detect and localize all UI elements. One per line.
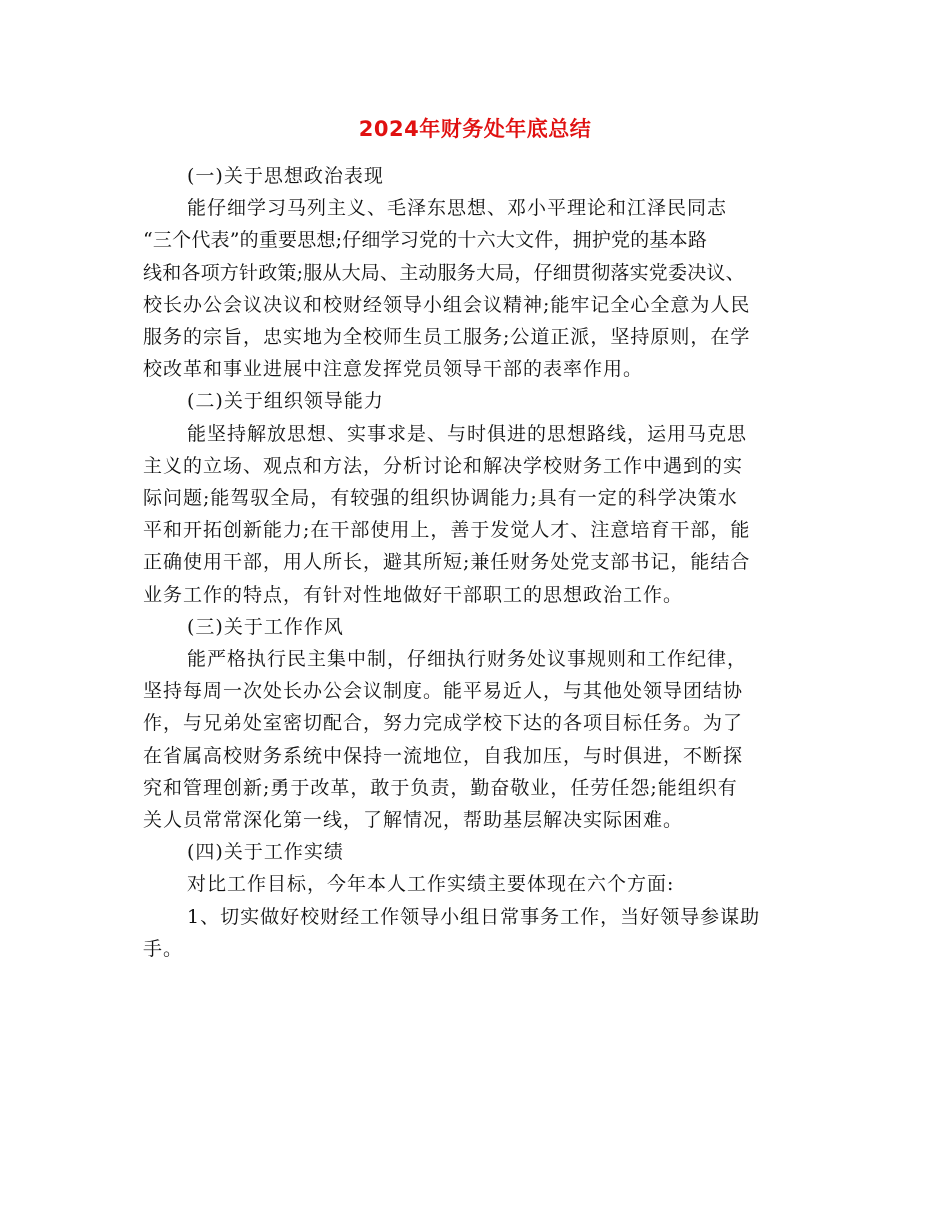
paragraph-line: 能仔细学习马列主义、毛泽东思想、邓小平理论和江泽民同志 — [187, 197, 728, 220]
document-title: 2024年财务处年底总结 — [358, 117, 592, 141]
paragraph-line: 主义的立场、观点和方法，分析讨论和解决学校财务工作中遇到的实 — [143, 454, 744, 477]
paragraph-line: 能严格执行民主集中制，仔细执行财务处议事规则和工作纪律， — [187, 648, 748, 671]
paragraph-line: 手。 — [143, 937, 184, 960]
paragraph-line: 正确使用干部，用人所长，避其所短;兼任财务处党支部书记，能结合 — [143, 551, 751, 574]
paragraph-line: 在省属高校财务系统中保持一流地位，自我加压，与时俱进，不断探 — [143, 744, 744, 767]
paragraph-line: 平和开拓创新能力;在干部使用上，善于发觉人才、注意培育干部，能 — [143, 519, 751, 542]
paragraph-line: 际问题;能驾驭全局，有较强的组织协调能力;具有一定的科学决策水 — [143, 487, 738, 510]
paragraph-line: 校改革和事业进展中注意发挥党员领导干部的表率作用。 — [143, 358, 644, 381]
paragraph-line: 线和各项方针政策;服从大局、主动服务大局，仔细贯彻落实党委决议、 — [143, 261, 745, 284]
paragraph-line: 校长办公会议决议和校财经领导小组会议精神;能牢记全心全意为人民 — [143, 293, 751, 316]
paragraph-line: 关人员常常深化第一线，了解情况，帮助基层解决实际困难。 — [143, 809, 684, 832]
paragraph-line: 服务的宗旨，忠实地为全校师生员工服务;公道正派，坚持原则，在学 — [143, 326, 751, 349]
section-heading: (四)关于工作实绩 — [187, 841, 344, 864]
paragraph-line: 业务工作的特点，有针对性地做好干部职工的思想政治工作。 — [143, 583, 684, 606]
section-heading: (二)关于组织领导能力 — [187, 390, 384, 413]
paragraph-line: “三个代表”的重要思想;仔细学习党的十六大文件，拥护党的基本路 — [143, 229, 708, 252]
paragraph-line: 坚持每周一次处长办公会议制度。能平易近人，与其他处领导团结协 — [143, 680, 744, 703]
paragraph-line: 1、切实做好校财经工作领导小组日常事务工作，当好领导参谋助 — [187, 905, 761, 928]
section-heading: (三)关于工作作风 — [187, 615, 344, 638]
section-heading: (一)关于思想政治表现 — [187, 165, 384, 187]
paragraph-line: 作，与兄弟处室密切配合，努力完成学校下达的各项目标任务。为了 — [143, 712, 744, 735]
document-body — [143, 160, 823, 965]
paragraph-line: 能坚持解放思想、实事求是、与时俱进的思想路线，运用马克思 — [187, 422, 748, 445]
paragraph-line: 究和管理创新;勇于改革，敢于负责，勤奋敬业，任劳任怨;能组织有 — [143, 776, 738, 799]
paragraph-line: 对比工作目标，今年本人工作实绩主要体现在六个方面: — [187, 873, 675, 896]
